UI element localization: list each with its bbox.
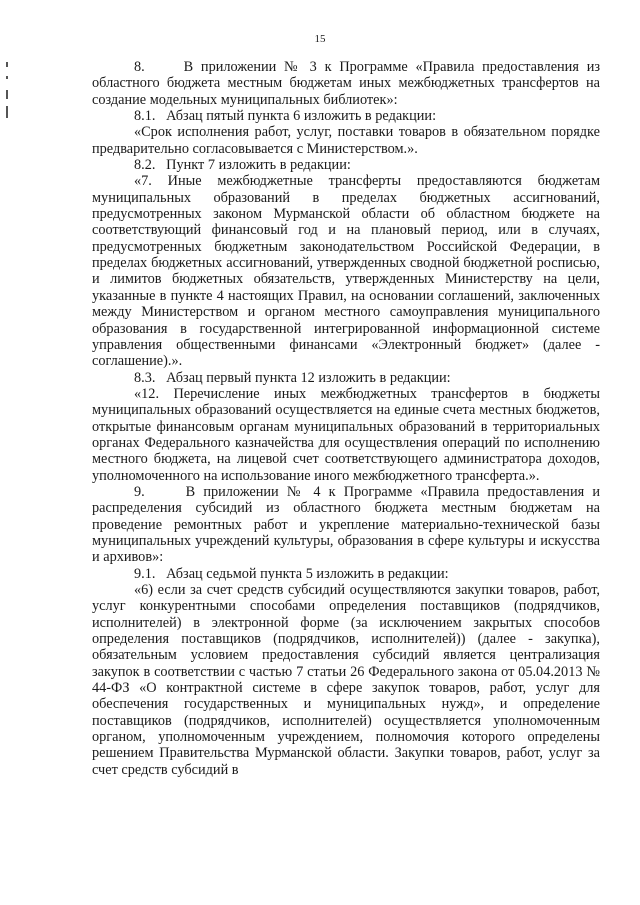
paragraph-quote-9-1: «6) если за счет средств субсидий осуществляются закупки товаров, работ, услуг конкурентными способами определения поставщиков (подрядчиков, исполнителей) в электронной форме (за исключением закрытых способов определения поставщиков (подрядчиков, исполнителей)) (далее - закупка), обязательным условием предоставления субсидий является централизация закупок в соответствии с частью 7 статьи 26 Федерального закона от 05.04.2013 № 44-ФЗ «О контрактной системе в сфере закупок товаров, работ, услуг для обеспечения государственных и муниципальных нужд», и определение поставщиков (подрядчиков, исполнителей) осуществляется уполномоченным органом, уполномоченным учреждением, полномочия которого определены решением Правительства Мурманской области. Закупки товаров, работ, услуг за счет средств субсидий в: [92, 582, 600, 778]
paragraph-item-8-1: 8.1. Абзац пятый пункта 6 изложить в редакции:: [134, 108, 437, 125]
paragraph-quote-8-3: «12. Перечисление иных межбюджетных трансфертов в бюджеты муниципальных образований осуществляется на единые счета местных бюджетов, открытые финансовым органам муниципальных образований в территориальных органах Федерального казначейства для осуществления операций по исполнению местного бюджета, на лицевой счет соответствующего администратора доходов, уполномоченного на использование иного межбюджетного трансферта.».: [92, 385, 600, 484]
paragraph-quote-8-1: «Срок исполнения работ, услуг, поставки товаров в обязательном порядке предварительно согласовывается с Министерством.».: [92, 124, 600, 157]
document-body: [92, 59, 600, 778]
paragraph-quote-8-2: «7. Иные межбюджетные трансферты предоставляются бюджетам муниципальных образований в пределах бюджетных ассигнований, предусмотренных законом Мурманской области об областном бюджете на соответствующий финансовый год и на плановый период, или в случаях, предусмотренных бюджетным законодательством Российской Федерации, в пределах бюджетных ассигнований, утвержденных сводной бюджетной росписью, и лимитов бюджетных обязательств, утвержденных Министерству на цели, указанные в пункте 4 настоящих Правил, на основании соглашений, заключенных между Министерством и органом местного самоуправления муниципального образования в государственной интегрированной информационной системе управления общественными финансами «Электронный бюджет» (далее - соглашение).».: [92, 173, 600, 370]
paragraph-item-9: 9. В приложении № 4 к Программе «Правила предоставления и распределения субсидий из областного бюджета местным бюджетам на проведение ремонтных работ и укрепление материально-технической базы муниципальных учреждений культуры, образования в сфере культуры и искусства и архивов»:: [92, 483, 600, 566]
paragraph-item-8: 8. В приложении № 3 к Программе «Правила предоставления из областного бюджета местным бюджетам иных межбюджетных трансфертов на создание модельных муниципальных библиотек»:: [92, 59, 600, 108]
paragraph-item-8-2: 8.2. Пункт 7 изложить в редакции:: [134, 157, 351, 174]
page-number: 15: [314, 33, 326, 45]
scan-margin-marks: [6, 62, 12, 122]
paragraph-item-9-1: 9.1. Абзац седьмой пункта 5 изложить в редакции:: [134, 565, 449, 582]
paragraph-item-8-3: 8.3. Абзац первый пункта 12 изложить в редакции:: [134, 369, 451, 386]
